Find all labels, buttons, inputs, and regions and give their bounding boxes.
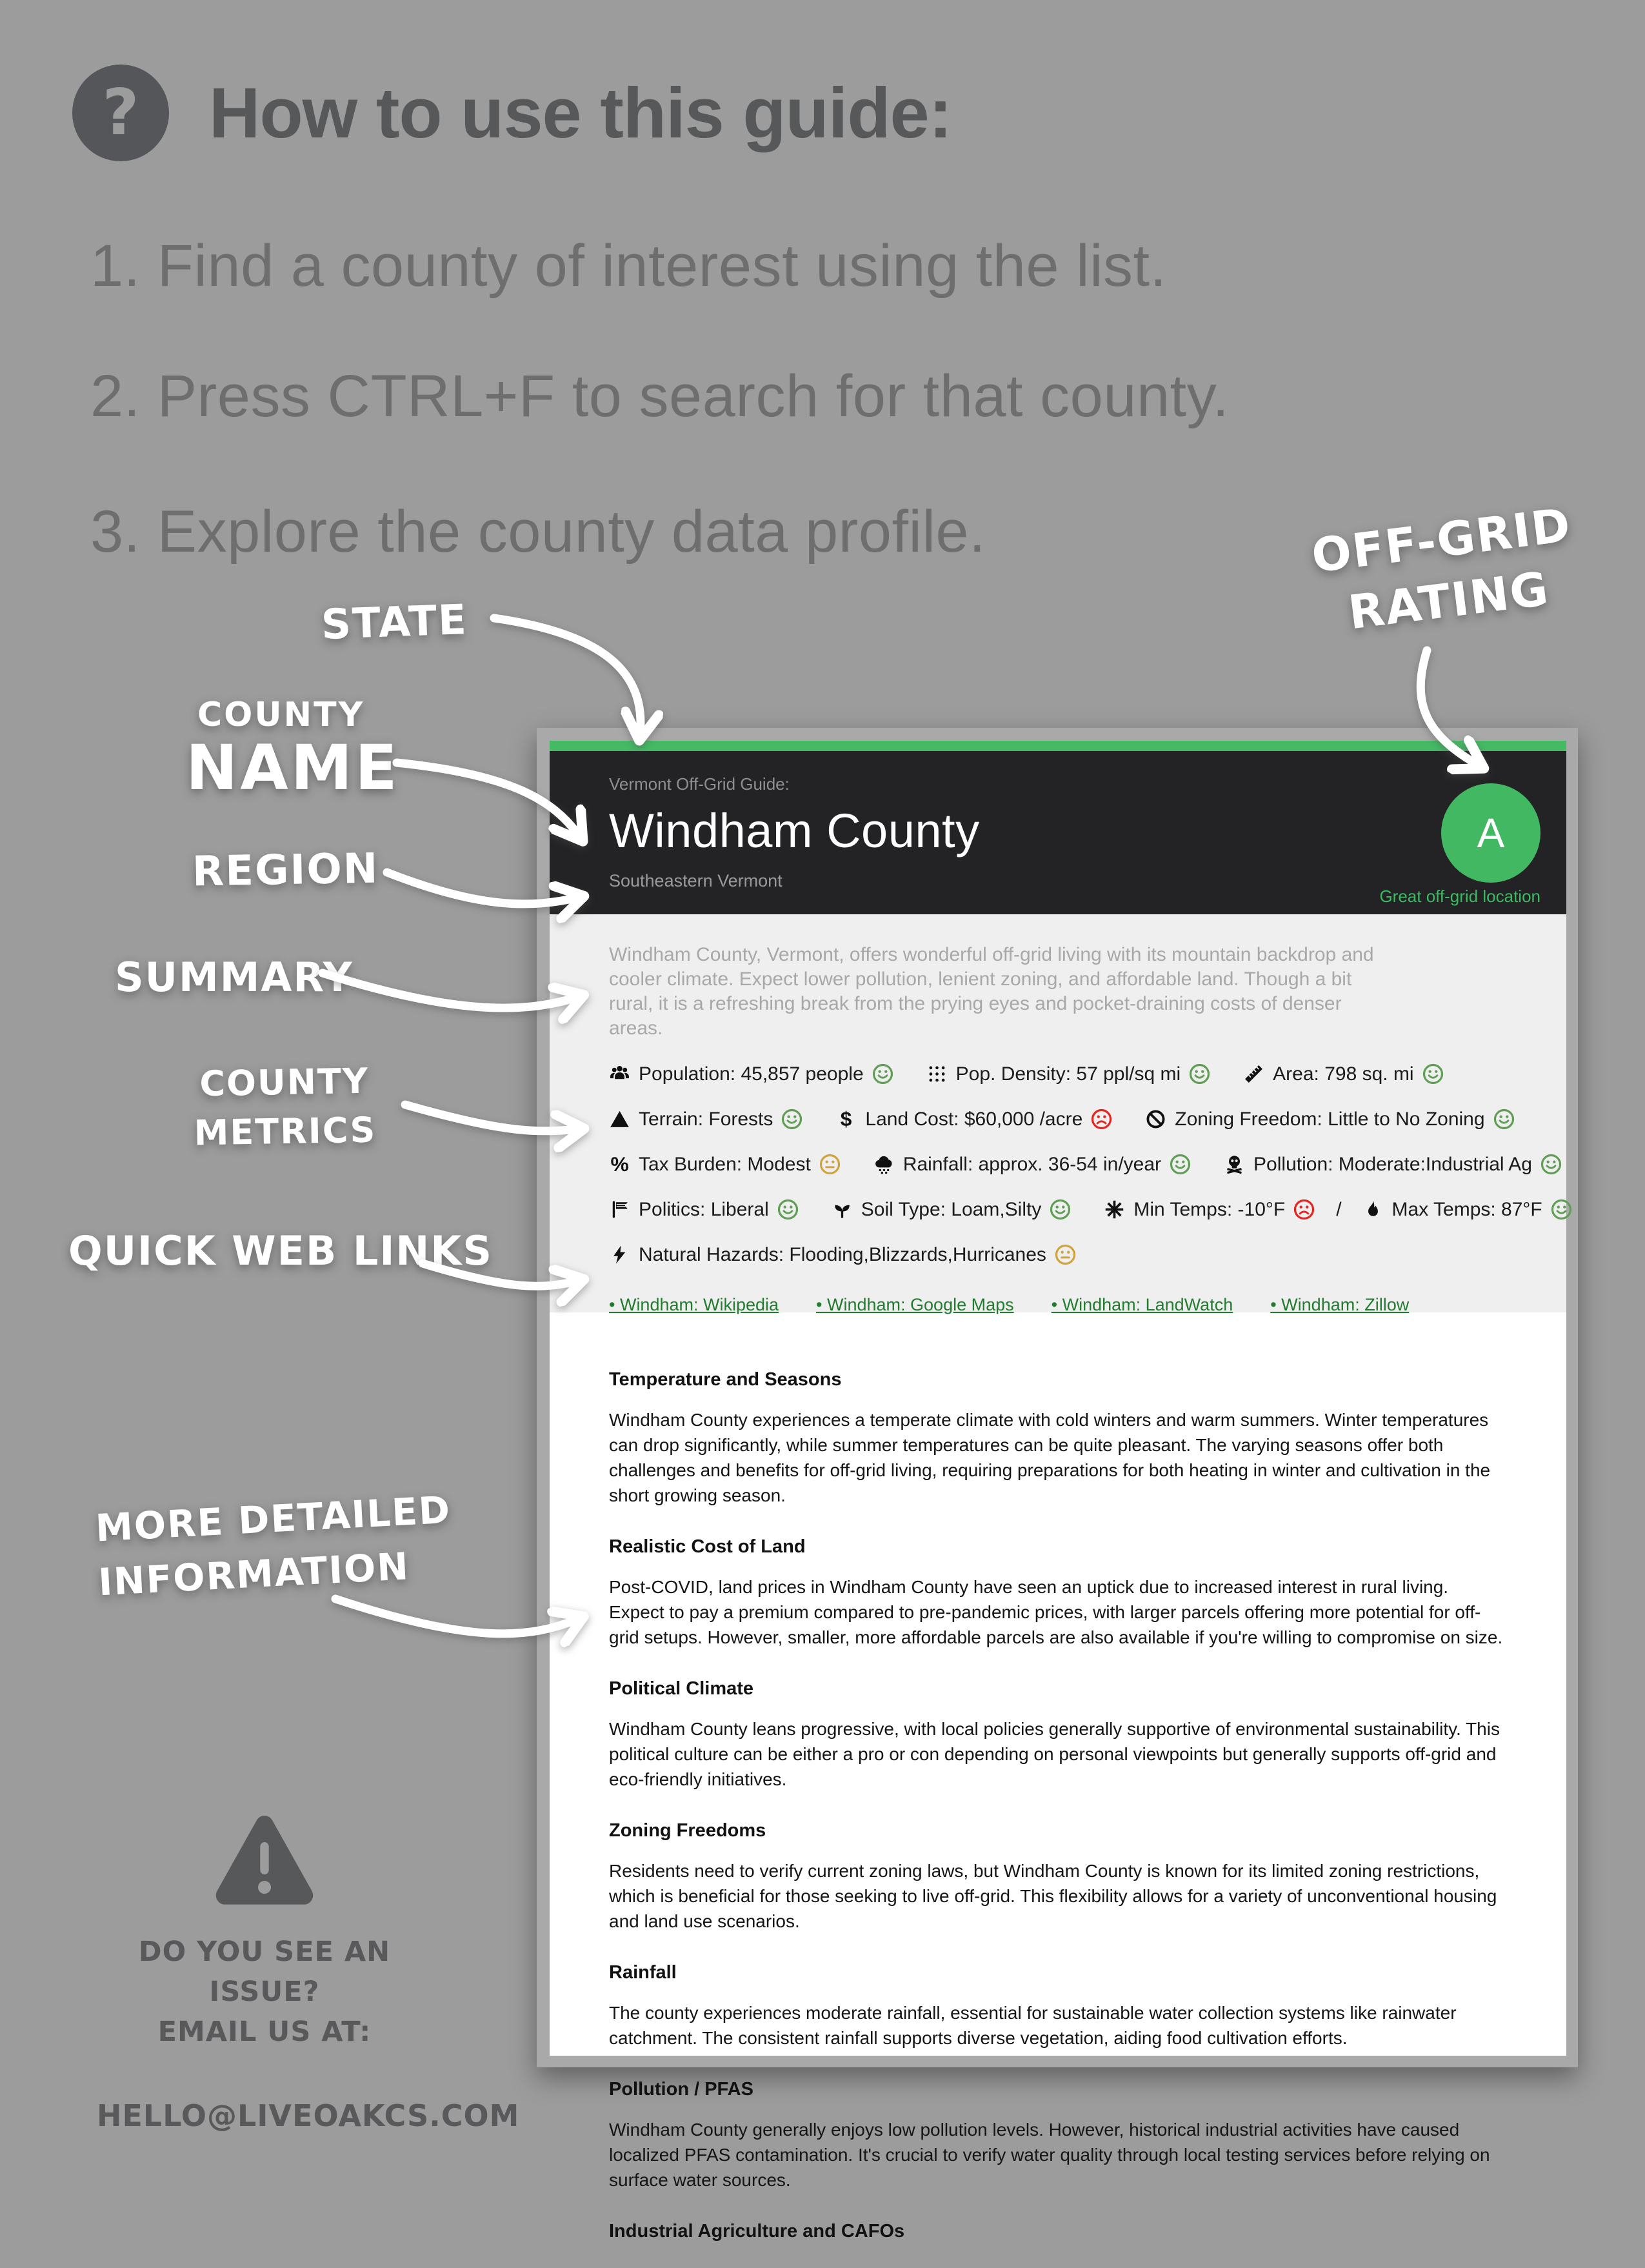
annotation-county-metrics [193,1057,377,1158]
guide-label: Vermont Off-Grid Guide: [609,774,790,794]
dollar-icon [835,1109,857,1130]
metric-row [609,1108,1507,1130]
lightning-icon [609,1244,630,1265]
details-section [550,1312,1566,2268]
people-icon [609,1063,630,1085]
no-zoning-icon [1145,1109,1166,1130]
section-body: Residents need to verify current zoning laws, but Windham County is known for its limited zoning restrictions, which is beneficial for those seeking to live off-grid. This flexibility allows for a variety of unconventional housing and land use scenarios. [609,1861,1497,1931]
section-heading: Temperature and Seasons [609,1369,842,1390]
svg-text:$: $ [841,1107,852,1130]
percent-icon [609,1154,630,1175]
metric-flag [609,1198,799,1221]
face-happy-icon [1188,1063,1211,1085]
county-profile-page [550,741,1566,2242]
metric-people [609,1063,894,1085]
skull-icon [1224,1154,1245,1175]
face-happy-icon [1422,1063,1444,1085]
annotation-details-line1: MORE DETAILED [94,1487,452,1550]
metric-separator: / [1336,1198,1342,1220]
metrics [609,1063,1542,1266]
svg-text:%: % [610,1152,629,1176]
help-header [72,65,952,161]
annotation-summary: SUMMARY [115,954,354,1001]
state-color-bar [550,741,1566,751]
metric-mountain [609,1108,803,1130]
section-heading: Political Climate [609,1678,754,1699]
section-body: Windham County leans progressive, with local policies generally supportive of environmental sustainability. This political culture can be either a pro or con depending on personal viewpoints but generally supports off-grid and eco-friendly initiatives. [609,1719,1500,1789]
metric-density [926,1063,1211,1085]
annotation-off-grid-line1: OFF-GRID [1308,497,1574,583]
annotation-state: STATE [320,596,468,649]
quick-web-link[interactable]: • Windham: LandWatch [1051,1295,1233,1314]
annotation-details-line2: INFORMATION [97,1544,411,1605]
metric-ruler [1243,1063,1444,1085]
section-heading: Zoning Freedoms [609,1820,766,1841]
flame-icon [1362,1199,1384,1220]
step-3: 3. Explore the county data profile. [90,499,986,565]
section-body: Windham County experiences a temperate climate with cold winters and warm summers. Winter temperatures can drop significantly, while summer temperatures can be quite pleasant. The varying seasons offer both challenges and benefits for off-grid living, requiring preparations for both heating in winter and cultivation in the short growing season. [609,1410,1491,1505]
face-happy-icon [777,1198,799,1221]
warning-icon [213,1813,316,1910]
section-heading: Pollution / PFAS [609,2079,753,2100]
arrow-state [494,618,641,734]
quick-web-link[interactable]: • Windham: Google Maps [816,1295,1014,1314]
annotation-metrics-line1: COUNTY [199,1060,370,1105]
metric-text: Pollution: Moderate:Industrial Ag [1253,1153,1532,1175]
metric-text: Tax Burden: Modest [639,1153,811,1175]
metric-text: Terrain: Forests [639,1108,773,1130]
metric-flame [1362,1198,1573,1221]
rating-caption: Great off-grid location [1379,887,1540,906]
contact-email[interactable]: HELLO@LIVEOAKCS.COM [97,2098,520,2133]
face-happy-icon [1493,1108,1515,1130]
section-heading: Rainfall [609,1962,677,1983]
ruler-icon [1243,1063,1264,1085]
annotation-county-small: COUNTY [197,696,365,734]
section-heading: Industrial Agriculture and CAFOs [609,2221,905,2242]
quick-links-row [609,1289,1507,1315]
metric-text: Zoning Freedom: Little to No Zoning [1175,1108,1485,1130]
annotation-off-grid-line2: RATING [1345,561,1552,640]
section-body: The county experiences moderate rainfall, essential for sustainable water collection systems like rainwater catchment. The consistent rainfall supports diverse vegetation, aiding food cultivation efforts. [609,2003,1457,2048]
snowflake-icon [1104,1199,1125,1220]
summary-section [550,914,1566,1312]
issue-footer [97,1813,520,2133]
face-happy-icon [872,1063,894,1085]
metric-row [609,1063,1507,1085]
sprout-icon [832,1199,853,1220]
section-body: Post-COVID, land prices in Windham County have seen an uptick due to increased interest in rural living. Expect to pay a premium compared to pre-pandemic prices, with larger parcels offering more potential for off-grid setups. However, smaller, more affordable parcels are also available if you're willing to compromise on size. [609,1577,1503,1647]
county-summary: Windham County, Vermont, offers wonderful off-grid living with its mountain backdrop and cooler climate. Expect lower pollution, lenient zoning, and affordable land. Though a bit rural, it is a refreshing break from the prying eyes and pocket-draining costs of denser areas. [609,944,1374,1039]
issue-line2: EMAIL US AT: [157,2016,372,2048]
metric-sprout [832,1198,1072,1221]
metric-no-zoning [1145,1108,1515,1130]
metric-text: Natural Hazards: Flooding,Blizzards,Hurricanes [639,1243,1046,1265]
annotation-county-big: NAME [186,732,400,804]
off-grid-rating-badge: A [1441,783,1540,883]
density-icon [926,1063,948,1085]
metric-rain [873,1153,1191,1176]
metric-snowflake [1104,1198,1315,1221]
metric-text: Politics: Liberal [639,1198,769,1220]
metric-skull [1224,1153,1562,1176]
card-header [550,751,1566,914]
annotation-region: REGION [192,845,379,896]
face-happy-icon [1049,1198,1072,1221]
section-body: Windham County generally enjoys low pollution levels. However, historical industrial activities have caused localized PFAS contamination. It's crucial to verify water quality through local testing services before relying on surface water sources. [609,2120,1490,2190]
mountain-icon [609,1109,630,1130]
quick-web-link[interactable]: • Windham: Wikipedia [609,1295,779,1314]
metric-text: Pop. Density: 57 ppl/sq mi [955,1063,1181,1085]
metric-dollar [835,1108,1113,1130]
face-sad-icon [1090,1108,1113,1130]
metric-row [609,1152,1532,1176]
face-happy-icon [1550,1198,1573,1221]
metric-text: Rainfall: approx. 36-54 in/year [902,1153,1162,1175]
question-mark-icon: ? [72,65,169,161]
flag-icon [609,1199,630,1220]
metric-text: Min Temps: -10°F [1133,1198,1286,1220]
metric-text: Max Temps: 87°F [1391,1198,1542,1220]
step-2: 2. Press CTRL+F to search for that county. [90,363,1230,429]
metric-text: Land Cost: $60,000 /acre [865,1108,1083,1130]
face-happy-icon [781,1108,803,1130]
section-heading: Realistic Cost of Land [609,1536,806,1557]
metric-row [609,1198,1542,1221]
metric-text: Population: 45,857 people [639,1063,864,1085]
face-neutral-icon [1054,1243,1077,1266]
metric-lightning [609,1243,1077,1266]
county-profile-card [537,728,1578,2242]
quick-web-link[interactable]: • Windham: Zillow [1270,1295,1410,1314]
step-1: 1. Find a county of interest using the list. [90,233,1167,299]
face-happy-icon [1540,1153,1562,1176]
issue-line1: DO YOU SEE AN ISSUE? [138,1936,391,2008]
face-neutral-icon [819,1153,841,1176]
county-title: Windham County [609,804,980,858]
page-title: How to use this guide: [209,73,952,153]
metric-row [609,1243,1507,1266]
annotation-county-name [186,696,400,804]
face-happy-icon [1169,1153,1191,1176]
annotation-metrics-line2: METRICS [194,1109,377,1154]
rain-icon [873,1154,895,1175]
metric-text: Area: 798 sq. mi [1273,1063,1414,1085]
annotation-off-grid-rating [1308,494,1582,647]
metric-percent [609,1153,841,1176]
annotation-quick-web-links: QUICK WEB LINKS [68,1227,493,1274]
face-sad-icon [1293,1198,1315,1221]
metric-text: Soil Type: Loam,Silty [861,1198,1042,1220]
annotation-more-detailed-information [94,1483,455,1610]
county-region: Southeastern Vermont [609,871,783,890]
